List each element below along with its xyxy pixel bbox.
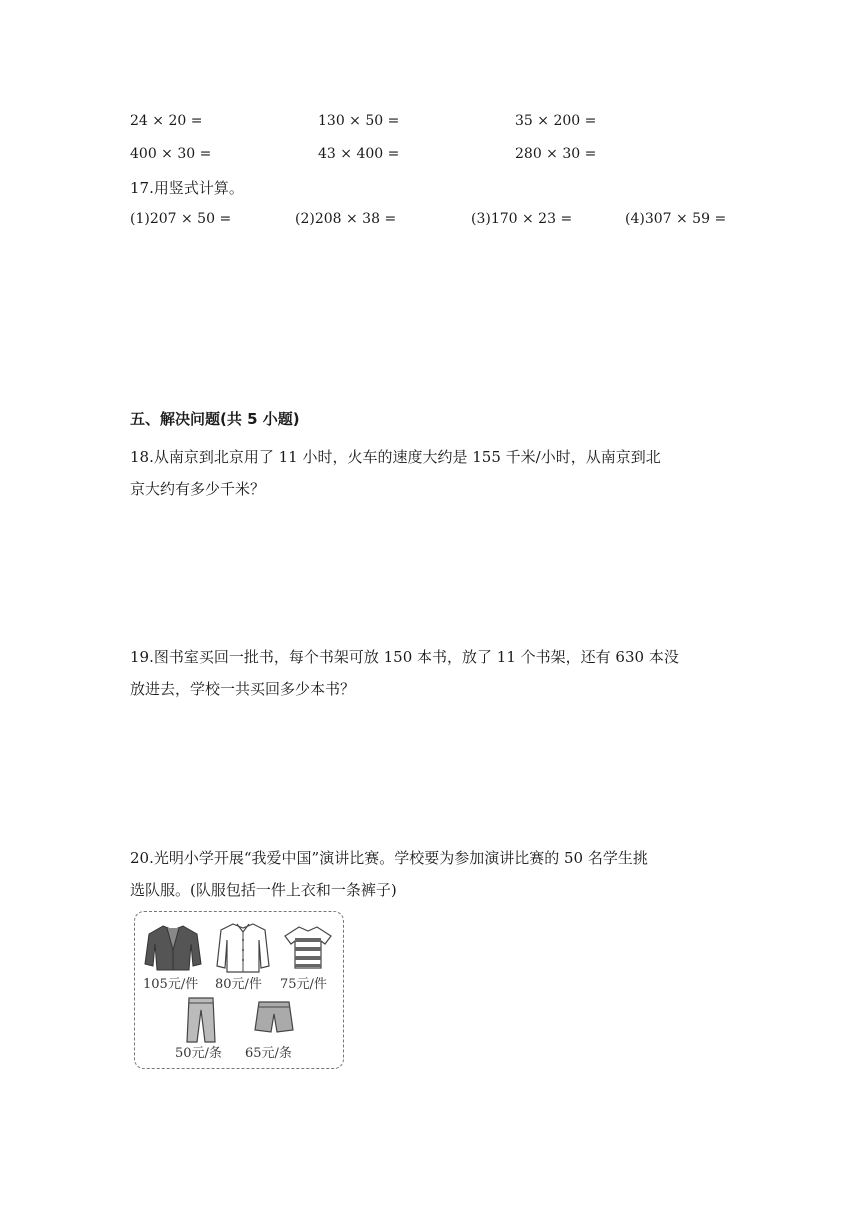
jacket-icon: [143, 922, 203, 972]
q17-item-3: (3)170 × 23 =: [471, 211, 573, 227]
q17-item-4: (4)307 × 59 =: [625, 211, 727, 227]
q20-line-2: 选队服。(队服包括一件上衣和一条裤子): [130, 881, 397, 899]
shorts-price: 65元/条: [245, 1046, 292, 1061]
q20-line-1: 20.光明小学开展“我爱中国”演讲比赛。学校要为参加演讲比赛的 50 名学生挑: [130, 849, 648, 867]
q18-line-2: 京大约有多少千米？: [130, 480, 266, 498]
q17-title: 17.用竖式计算。: [130, 179, 244, 197]
q17-item-1: (1)207 × 50 =: [130, 211, 232, 227]
tshirt-price: 75元/件: [280, 977, 327, 992]
q19-line-1: 19.图书室买回一批书，每个书架可放 150 本书，放了 11 个书架，还有 630 本没: [130, 648, 679, 666]
clothing-price-figure: [134, 911, 344, 1069]
q17-item-2: (2)208 × 38 =: [295, 211, 397, 227]
shorts-icon: [253, 1000, 295, 1034]
shirt-icon: [215, 920, 271, 974]
oral-eq-1-2: 130 × 50 =: [318, 113, 400, 129]
q19-line-2: 放进去，学校一共买回多少本书？: [130, 680, 356, 698]
jacket-price: 105元/件: [143, 977, 199, 992]
q18-line-1: 18.从南京到北京用了 11 小时，火车的速度大约是 155 千米/小时，从南京到北: [130, 448, 661, 466]
pants-price: 50元/条: [175, 1046, 222, 1061]
q18-text: [130, 441, 735, 505]
q20-text: [130, 842, 735, 906]
pants-icon: [183, 996, 219, 1044]
section-heading: 五、解决问题(共 5 小题): [130, 410, 300, 428]
oral-eq-2-2: 43 × 400 =: [318, 146, 400, 162]
shirt-price: 80元/件: [215, 977, 262, 992]
tshirt-icon: [283, 924, 333, 970]
q19-text: [130, 641, 735, 705]
oral-eq-1-1: 24 × 20 =: [130, 113, 203, 129]
oral-eq-2-1: 400 × 30 =: [130, 146, 212, 162]
oral-eq-2-3: 280 × 30 =: [515, 146, 597, 162]
oral-eq-1-3: 35 × 200 =: [515, 113, 597, 129]
